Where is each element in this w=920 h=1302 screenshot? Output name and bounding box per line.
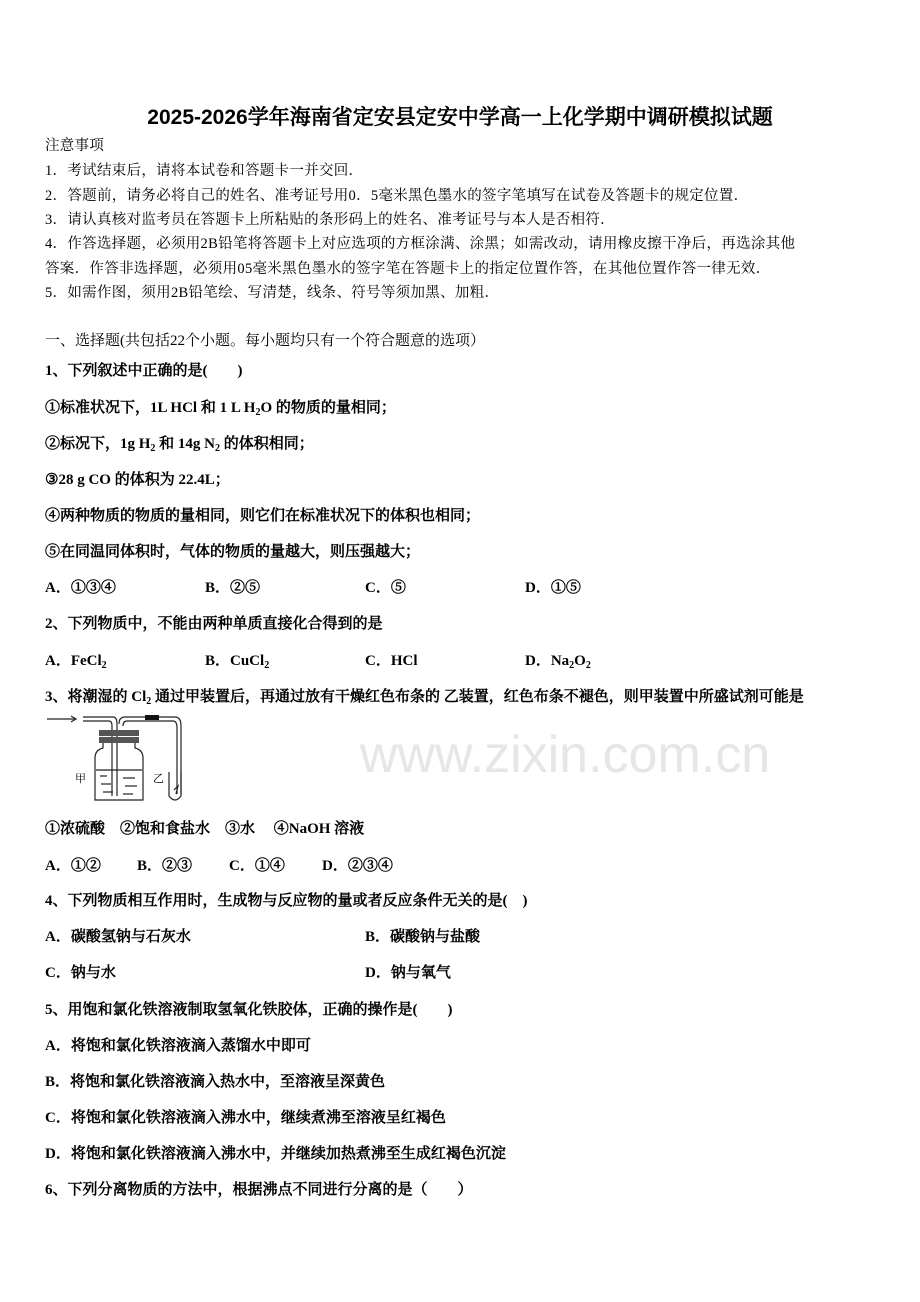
notice-item: 4．作答选择题，必须用2B铅笔将答题卡上对应选项的方框涂满、涂黑；如需改动，请用橡皮擦干净后，再选涂其他 [45, 236, 796, 252]
text: A．FeCl [45, 653, 102, 669]
notice-heading: 注意事项 [45, 138, 105, 154]
subscript: 2 [150, 443, 156, 454]
q3-option-b: B．②③ [137, 858, 193, 874]
q1-statement-4: ④两种物质的物质的量相同，则它们在标准状况下的体积也相同； [45, 508, 481, 524]
q6-stem: 6、下列分离物质的方法中，根据沸点不同进行分离的是（ ） [45, 1182, 473, 1198]
label-yi: 乙 [153, 773, 164, 785]
subscript: 2 [215, 443, 221, 454]
q4-stem: 4、下列物质相互作用时，生成物与反应物的量或者反应条件无关的是( ) [45, 893, 528, 909]
page-title: 2025-2026学年海南省定安县定安中学高一上化学期中调研模拟试题 [147, 106, 773, 129]
text: ①标准状况下，1L HCl 和 1 L H [45, 400, 256, 416]
text: 和 14g N [155, 436, 216, 452]
q2-option-c: C．HCl [365, 653, 418, 669]
q1-statement-5: ⑤在同温同体积时，气体的物质的量越大，则压强越大； [45, 544, 421, 560]
q3-stem [45, 687, 804, 707]
text: 通过甲装置后，再通过放有干燥红色布条的 乙装置，红色布条不褪色，则甲装置中所盛试剂可能是 [151, 689, 804, 705]
q1-option-d: D．①⑤ [525, 580, 581, 596]
q4-option-c: C．钠与水 [45, 965, 116, 981]
q2-option-b [205, 651, 269, 671]
subscript: 2 [101, 660, 107, 671]
q1-stem: 1、下列叙述中正确的是( ) [45, 363, 243, 379]
q3-option-c: C．①④ [229, 858, 285, 874]
q2-stem: 2、下列物质中，不能由两种单质直接化合得到的是 [45, 616, 383, 632]
q2-option-d [525, 651, 591, 671]
q3-reagents: ①浓硫酸 ②饱和食盐水 ③水 ④NaOH 溶液 [45, 821, 365, 837]
text: O [574, 653, 586, 669]
subscript: 2 [146, 696, 152, 707]
notice-item: 3．请认真核对监考员在答题卡上所粘贴的条形码上的姓名、准考证号与本人是否相符． [45, 212, 615, 228]
watermark: www.zixin.com.cn [359, 726, 771, 784]
q2-option-a [45, 651, 107, 671]
q1-statement-3: ③28 g CO 的体积为 22.4L； [45, 472, 230, 488]
text: O 的物质的量相同； [260, 400, 396, 416]
q5-option-b: B．将饱和氯化铁溶液滴入热水中，至溶液呈深黄色 [45, 1074, 386, 1090]
q4-option-d: D．钠与氧气 [365, 965, 451, 981]
text: 的体积相同； [220, 436, 314, 452]
q1-option-c: C．⑤ [365, 580, 406, 596]
notice-item: 答案．作答非选择题，必须用05毫米黑色墨水的签字笔在答题卡上的指定位置作答，在其他位置作答一律无效． [45, 261, 771, 277]
q1-statement-1 [45, 398, 396, 418]
q5-stem: 5、用饱和氯化铁溶液制取氢氧化铁胶体，正确的操作是( ) [45, 1002, 453, 1018]
notice-item: 5．如需作图，须用2B铅笔绘、写清楚，线条、符号等须加黑、加粗． [45, 285, 500, 301]
q5-option-d: D．将饱和氯化铁溶液滴入沸水中，并继续加热煮沸至生成红褐色沉淀 [45, 1146, 506, 1162]
label-jia: 甲 [75, 773, 86, 785]
subscript: 2 [569, 660, 575, 671]
q5-option-a: A．将饱和氯化铁溶液滴入蒸馏水中即可 [45, 1038, 311, 1054]
notice-item: 1．考试结束后，请将本试卷和答题卡一并交回． [45, 163, 364, 179]
q5-option-c: C．将饱和氯化铁溶液滴入沸水中，继续煮沸至溶液呈红褐色 [45, 1110, 446, 1126]
text: D．Na [525, 653, 570, 669]
text: 3、将潮湿的 Cl [45, 689, 147, 705]
q4-option-b: B．碳酸钠与盐酸 [365, 929, 481, 945]
q3-option-a: A．①② [45, 858, 101, 874]
q1-statement-2 [45, 434, 314, 454]
apparatus-diagram [45, 712, 205, 804]
q3-option-d: D．②③④ [322, 858, 393, 874]
subscript: 2 [585, 660, 591, 671]
subscript: 2 [255, 407, 261, 418]
subscript: 2 [264, 660, 270, 671]
q4-option-a: A．碳酸氢钠与石灰水 [45, 929, 191, 945]
text: B．CuCl [205, 653, 265, 669]
q1-option-a: A．①③④ [45, 580, 116, 596]
section-heading: 一、选择题(共包括22个小题。每小题均只有一个符合题意的选项） [45, 333, 485, 349]
notice-item: 2．答题前，请务必将自己的姓名、准考证号用0．5毫米黑色墨水的签字笔填写在试卷及答题卡的规定位置． [45, 188, 749, 204]
text: ②标况下，1g H [45, 436, 151, 452]
q1-option-b: B．②⑤ [205, 580, 261, 596]
